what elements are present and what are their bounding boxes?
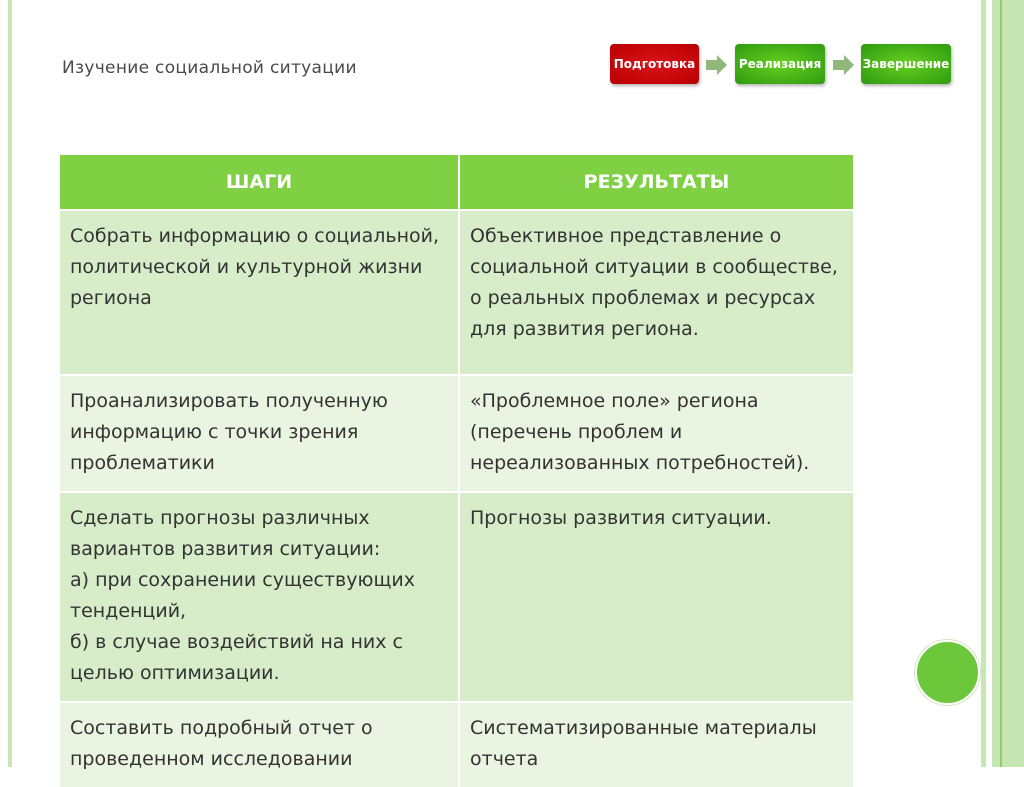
- steps-results-table: [60, 155, 855, 787]
- process-step-completion: Завершение: [861, 44, 951, 84]
- table-row: [60, 210, 854, 375]
- decorative-circle: [915, 640, 980, 705]
- left-stripe: [8, 0, 12, 767]
- header-results: РЕЗУЛЬТАТЫ: [459, 155, 854, 210]
- table-row: [60, 375, 854, 492]
- slide-title: Изучение социальной ситуации: [62, 58, 357, 78]
- process-step-preparation: Подготовка: [610, 44, 699, 84]
- step-cell: Проанализировать полученную информацию с точки зрения проблематики: [60, 375, 459, 492]
- step-cell: Составить подробный отчет о проведенном исследовании: [60, 702, 459, 787]
- step-cell: Собрать информацию о социальной, политической и культурной жизни региона: [60, 210, 459, 375]
- result-cell: «Проблемное поле» региона (перечень проблем и нереализованных потребностей).: [459, 375, 854, 492]
- result-cell: Систематизированные материалы отчета: [459, 702, 854, 787]
- header-steps: ШАГИ: [60, 155, 459, 210]
- step-cell: Сделать прогнозы различных вариантов развития ситуации: а) при сохранении существующих тенденций, б) в случае воздействий на них с целью оптимизации.: [60, 492, 459, 702]
- table-row: [60, 702, 854, 787]
- right-stripe-line: [1000, 0, 1002, 767]
- result-cell: Прогнозы развития ситуации.: [459, 492, 854, 702]
- table-row: [60, 492, 854, 702]
- right-stripe-wide: [992, 0, 1024, 767]
- process-step-implementation: Реализация: [735, 44, 825, 84]
- result-cell: Объективное представление о социальной ситуации в сообществе, о реальных проблемах и ресурсах для развития региона.: [459, 210, 854, 375]
- right-stripe-thin: [981, 0, 986, 767]
